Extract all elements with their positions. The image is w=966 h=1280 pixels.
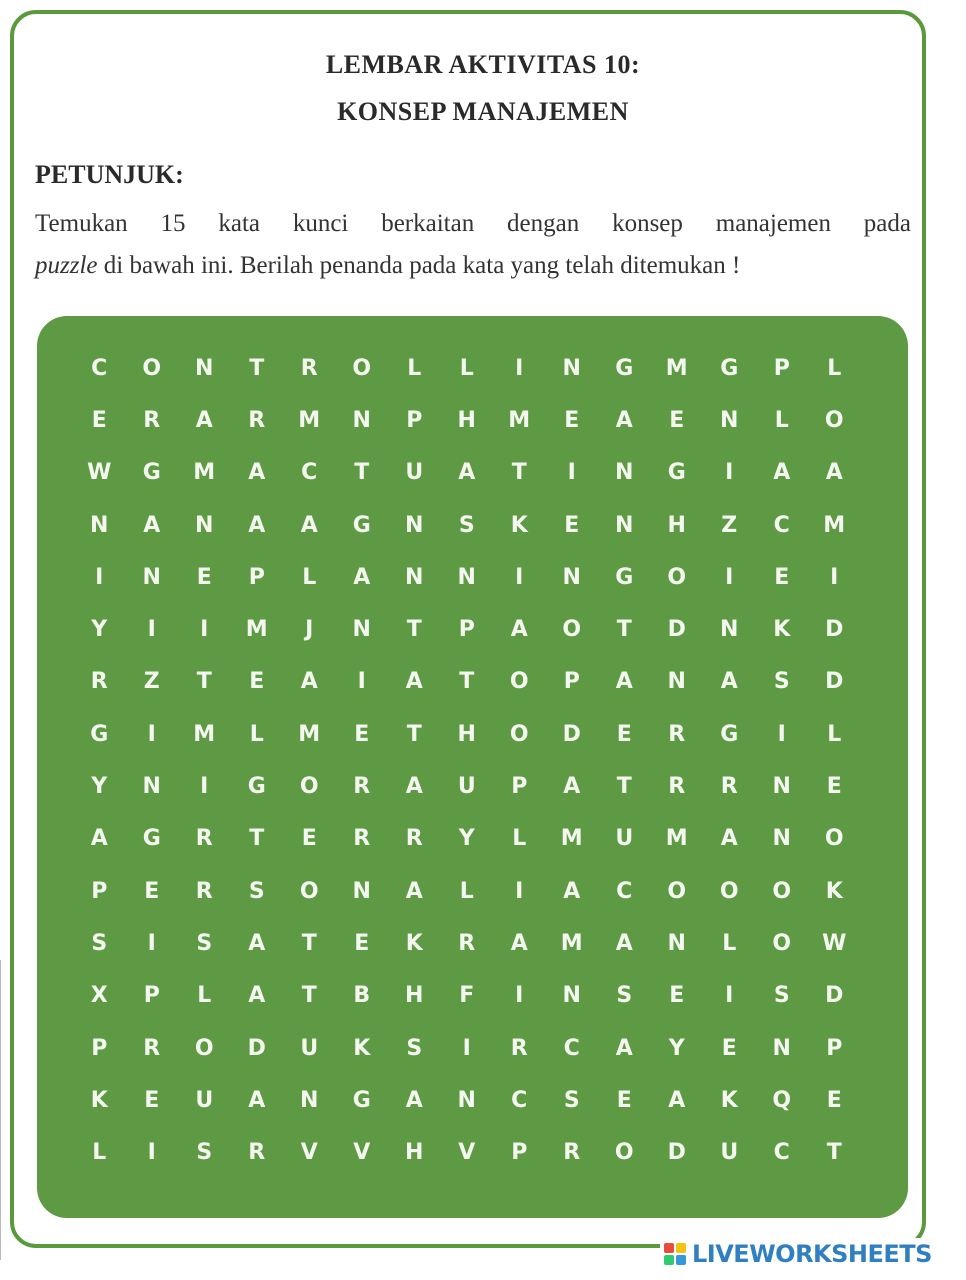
grid-cell[interactable]: A (668, 1087, 686, 1113)
grid-cell[interactable]: F (459, 983, 475, 1009)
grid-cell[interactable]: I (147, 930, 156, 956)
grid-cell[interactable]: D (562, 721, 581, 747)
grid-cell[interactable]: S (196, 930, 213, 956)
grid-cell[interactable]: S (773, 669, 790, 695)
grid-cell[interactable]: G (142, 460, 161, 486)
grid-cell[interactable]: O (299, 878, 319, 904)
grid-cell[interactable]: M (560, 930, 583, 956)
grid-cell[interactable]: C (773, 1140, 790, 1166)
grid-cell[interactable]: D (667, 1140, 686, 1166)
grid-cell[interactable]: N (457, 1087, 476, 1113)
grid-cell[interactable]: P (406, 407, 423, 433)
grid-cell[interactable]: I (567, 460, 576, 486)
grid-cell[interactable]: C (91, 355, 108, 381)
grid-cell[interactable]: D (667, 617, 686, 643)
grid-cell[interactable]: E (91, 407, 107, 433)
grid-cell[interactable]: O (299, 774, 319, 800)
grid-cell[interactable]: M (245, 617, 268, 643)
grid-cell[interactable]: A (248, 460, 266, 486)
grid-cell[interactable]: P (143, 983, 160, 1009)
grid-cell[interactable]: L (774, 407, 789, 433)
grid-cell[interactable]: P (458, 617, 475, 643)
grid-cell[interactable]: O (352, 355, 372, 381)
grid-cell[interactable]: I (777, 721, 786, 747)
grid-cell[interactable]: L (249, 721, 264, 747)
grid-cell[interactable]: C (616, 878, 633, 904)
worksheet-title: LEMBAR AKTIVITAS 10: (325, 50, 641, 79)
liveworksheets-logo[interactable] (660, 1238, 936, 1270)
grid-cell[interactable]: L (827, 721, 842, 747)
grid-cell[interactable]: S (458, 512, 475, 538)
grid-cell[interactable]: T (616, 774, 632, 800)
grid-cell[interactable]: K (510, 512, 528, 538)
grid-cell[interactable]: N (720, 407, 739, 433)
grid-cell[interactable]: N (772, 1035, 791, 1061)
grid-cell[interactable]: X (90, 983, 108, 1009)
grid-cell[interactable]: L (92, 1140, 107, 1166)
grid-cell[interactable]: E (249, 669, 265, 695)
grid-cell[interactable]: E (144, 1087, 160, 1113)
grid-cell[interactable]: U (300, 1035, 319, 1061)
grid-cell[interactable]: U (195, 1087, 214, 1113)
grid-cell[interactable]: A (720, 669, 738, 695)
grid-cell[interactable]: N (772, 826, 791, 852)
grid-cell[interactable]: I (200, 774, 209, 800)
grid-cell[interactable]: E (826, 1087, 842, 1113)
grid-cell[interactable]: N (195, 512, 214, 538)
grid-cell[interactable]: E (354, 721, 370, 747)
grid-cell[interactable]: T (616, 617, 632, 643)
grid-cell[interactable]: N (667, 930, 686, 956)
grid-cell[interactable]: S (406, 1035, 423, 1061)
grid-cell[interactable]: R (195, 826, 213, 852)
grid-cell[interactable]: C (773, 512, 790, 538)
grid-cell[interactable]: A (615, 1035, 633, 1061)
grid-cell[interactable]: O (562, 617, 582, 643)
grid-cell[interactable]: M (298, 407, 321, 433)
grid-cell[interactable]: L (302, 564, 317, 590)
grid-cell[interactable]: J (305, 617, 314, 643)
word-search-grid (73, 342, 861, 1179)
grid-cell[interactable]: T (249, 826, 265, 852)
grid-cell[interactable]: P (91, 878, 108, 904)
grid-cell[interactable]: O (667, 878, 687, 904)
grid-cell[interactable]: R (195, 878, 213, 904)
grid-cell[interactable]: N (405, 512, 424, 538)
grid-cell[interactable]: E (721, 1035, 737, 1061)
grid-cell[interactable]: I (515, 878, 524, 904)
grid-cell[interactable]: O (772, 878, 792, 904)
grid-cell[interactable]: P (91, 1035, 108, 1061)
grid-cell[interactable]: E (774, 564, 790, 590)
grid-cell[interactable]: G (142, 826, 161, 852)
grid-cell[interactable]: R (353, 826, 371, 852)
grid-cell[interactable]: P (248, 564, 265, 590)
grid-cell[interactable]: T (196, 669, 212, 695)
grid-cell[interactable]: N (772, 774, 791, 800)
grid-cell[interactable]: R (143, 407, 161, 433)
grid-cell[interactable]: R (668, 721, 686, 747)
instructions-line-2-rest: di bawah ini. Berilah penanda pada kata yang telah ditemukan ! (97, 252, 741, 279)
grid-cell[interactable]: M (508, 407, 531, 433)
grid-cell[interactable]: Z (721, 512, 738, 538)
instructions-line-2 (35, 252, 740, 279)
grid-cell[interactable]: N (352, 617, 371, 643)
grid-cell[interactable]: V (300, 1140, 318, 1166)
grid-cell[interactable]: N (615, 460, 634, 486)
grid-cell[interactable]: N (300, 1087, 319, 1113)
grid-cell[interactable]: T (826, 1140, 842, 1166)
grid-cell[interactable]: U (615, 826, 634, 852)
grid-cell[interactable]: G (90, 721, 109, 747)
grid-cell[interactable]: N (405, 564, 424, 590)
grid-cell[interactable]: R (90, 669, 108, 695)
grid-cell[interactable]: S (248, 878, 265, 904)
grid-cell[interactable]: A (90, 826, 108, 852)
grid-cell[interactable]: K (353, 1035, 371, 1061)
grid-cell[interactable]: O (719, 878, 739, 904)
grid-cell[interactable]: U (457, 774, 476, 800)
grid-cell[interactable]: R (353, 774, 371, 800)
grid-cell[interactable]: I (147, 721, 156, 747)
grid-cell[interactable]: E (669, 983, 685, 1009)
grid-cell[interactable]: I (515, 355, 524, 381)
grid-cell[interactable]: U (720, 1140, 739, 1166)
grid-cell[interactable]: E (826, 774, 842, 800)
grid-cell[interactable]: G (720, 721, 739, 747)
grid-cell[interactable]: C (301, 460, 318, 486)
grid-cell[interactable]: D (825, 617, 844, 643)
grid-cell[interactable]: G (247, 774, 266, 800)
grid-cell[interactable]: S (91, 930, 108, 956)
grid-cell[interactable]: I (95, 564, 104, 590)
grid-cell[interactable]: K (825, 878, 843, 904)
grid-cell[interactable]: A (405, 774, 423, 800)
grid-cell[interactable]: A (353, 564, 371, 590)
grid-cell[interactable]: A (615, 407, 633, 433)
grid-cell[interactable]: O (509, 669, 529, 695)
grid-cell[interactable]: E (301, 826, 317, 852)
grid-cell[interactable]: M (193, 460, 216, 486)
grid-cell[interactable]: R (458, 930, 476, 956)
grid-cell[interactable]: I (725, 460, 734, 486)
grid-cell[interactable]: S (773, 983, 790, 1009)
grid-cell[interactable]: R (668, 774, 686, 800)
grid-cell[interactable]: T (249, 355, 265, 381)
grid-cell[interactable]: E (616, 721, 632, 747)
grid-cell[interactable]: L (827, 355, 842, 381)
grid-cell[interactable]: R (248, 407, 266, 433)
grid-cell[interactable]: A (405, 669, 423, 695)
grid-cell[interactable]: O (667, 564, 687, 590)
grid-cell[interactable]: H (405, 983, 424, 1009)
grid-cell[interactable]: P (563, 669, 580, 695)
grid-cell[interactable]: C (511, 1087, 528, 1113)
grid-cell[interactable]: K (720, 1087, 738, 1113)
grid-cell[interactable]: L (459, 355, 474, 381)
grid-cell[interactable]: Y (91, 774, 108, 800)
grid-cell[interactable]: Z (143, 669, 160, 695)
grid-cell[interactable]: A (825, 460, 843, 486)
grid-cell[interactable]: E (564, 512, 580, 538)
grid-cell[interactable]: A (300, 669, 318, 695)
grid-cell[interactable]: I (147, 1140, 156, 1166)
grid-cell[interactable]: M (823, 512, 846, 538)
grid-cell[interactable]: S (616, 983, 633, 1009)
logo-square (676, 1243, 686, 1253)
grid-cell[interactable]: O (614, 1140, 634, 1166)
grid-cell[interactable]: S (196, 1140, 213, 1166)
grid-cell[interactable]: N (562, 564, 581, 590)
grid-cell[interactable]: K (405, 930, 423, 956)
grid-cell[interactable]: E (564, 407, 580, 433)
grid-cell[interactable]: I (147, 617, 156, 643)
grid-cell[interactable]: E (669, 407, 685, 433)
instructions-heading: PETUNJUK: (35, 160, 184, 189)
grid-cell[interactable]: A (720, 826, 738, 852)
grid-cell[interactable]: M (193, 721, 216, 747)
grid-cell[interactable]: G (615, 355, 634, 381)
liveworksheets-text: LIVEWORKSHEETS (692, 1240, 932, 1268)
grid-cell[interactable]: G (667, 460, 686, 486)
grid-cell[interactable]: R (143, 1035, 161, 1061)
grid-cell[interactable]: A (563, 774, 581, 800)
grid-cell[interactable]: O (142, 355, 162, 381)
grid-cell[interactable]: N (457, 564, 476, 590)
grid-cell[interactable]: N (90, 512, 109, 538)
grid-cell[interactable]: A (195, 407, 213, 433)
grid-cell[interactable]: U (405, 460, 424, 486)
grid-cell[interactable]: E (196, 564, 212, 590)
grid-cell[interactable]: I (725, 983, 734, 1009)
grid-cell[interactable]: Y (668, 1035, 685, 1061)
worksheet-subtitle: KONSEP MANAJEMEN (337, 97, 629, 126)
grid-cell[interactable]: A (248, 512, 266, 538)
grid-cell[interactable]: P (826, 1035, 843, 1061)
logo-square (676, 1255, 686, 1265)
grid-cell[interactable]: G (352, 1087, 371, 1113)
grid-cell[interactable]: M (665, 826, 688, 852)
grid-cell[interactable]: R (720, 774, 738, 800)
grid-cell[interactable]: O (194, 1035, 214, 1061)
grid-cell[interactable]: T (406, 617, 422, 643)
grid-cell[interactable]: R (510, 1035, 528, 1061)
grid-cell[interactable]: A (773, 460, 791, 486)
grid-cell[interactable]: L (512, 826, 527, 852)
grid-cell[interactable]: A (458, 460, 476, 486)
grid-cell[interactable]: L (407, 355, 422, 381)
grid-cell[interactable]: I (462, 1035, 471, 1061)
grid-cell[interactable]: D (825, 669, 844, 695)
grid-cell[interactable]: G (615, 564, 634, 590)
logo-square (664, 1255, 674, 1265)
grid-cell[interactable]: A (510, 930, 528, 956)
grid-cell[interactable]: A (615, 669, 633, 695)
grid-cell[interactable]: A (248, 983, 266, 1009)
grid-cell[interactable]: K (773, 617, 791, 643)
grid-cell[interactable]: O (509, 721, 529, 747)
grid-cell[interactable]: H (457, 407, 476, 433)
grid-cell[interactable]: Y (458, 826, 475, 852)
grid-cell[interactable]: C (563, 1035, 580, 1061)
grid-cell[interactable]: E (144, 878, 160, 904)
instructions-italic-word: puzzle (35, 252, 98, 279)
grid-cell[interactable]: M (665, 355, 688, 381)
grid-cell[interactable]: H (457, 721, 476, 747)
grid-cell[interactable]: L (197, 983, 212, 1009)
grid-cell[interactable]: W (822, 930, 847, 956)
grid-cell[interactable]: D (247, 1035, 266, 1061)
grid-cell[interactable]: N (142, 564, 161, 590)
grid-cell[interactable]: A (405, 878, 423, 904)
word-search-panel (37, 316, 908, 1218)
grid-cell[interactable]: I (515, 983, 524, 1009)
grid-cell[interactable]: G (352, 512, 371, 538)
grid-cell[interactable]: M (298, 721, 321, 747)
grid-cell[interactable]: I (515, 564, 524, 590)
grid-cell[interactable]: N (562, 983, 581, 1009)
grid-cell[interactable]: H (405, 1140, 424, 1166)
grid-cell[interactable]: A (563, 878, 581, 904)
grid-cell[interactable]: T (301, 930, 317, 956)
grid-cell[interactable]: T (511, 460, 527, 486)
grid-cell[interactable]: A (405, 1087, 423, 1113)
grid-cell[interactable]: P (511, 774, 528, 800)
grid-cell[interactable]: A (300, 512, 318, 538)
grid-cell[interactable]: R (563, 1140, 581, 1166)
grid-cell[interactable]: N (142, 774, 161, 800)
grid-cell[interactable]: T (301, 983, 317, 1009)
grid-cell[interactable]: N (667, 669, 686, 695)
grid-cell[interactable]: I (725, 564, 734, 590)
grid-cell[interactable]: A (248, 930, 266, 956)
grid-cell[interactable]: Q (772, 1087, 792, 1113)
grid-cell[interactable]: T (406, 721, 422, 747)
grid-cell[interactable]: N (562, 355, 581, 381)
grid-cell[interactable]: N (720, 617, 739, 643)
grid-cell[interactable]: G (720, 355, 739, 381)
grid-cell[interactable]: L (459, 878, 474, 904)
grid-cell[interactable]: I (357, 669, 366, 695)
grid-cell[interactable]: R (248, 1140, 266, 1166)
grid-cell[interactable]: P (773, 355, 790, 381)
grid-cell[interactable]: V (458, 1140, 476, 1166)
grid-cell[interactable]: T (459, 669, 475, 695)
grid-cell[interactable]: I (830, 564, 839, 590)
grid-cell[interactable]: H (667, 512, 686, 538)
liveworksheets-icon (664, 1243, 686, 1265)
instructions-line-1: Temukan 15 kata kunci berkaitan dengan konsep manajemen pada (35, 210, 911, 237)
grid-cell[interactable]: A (615, 930, 633, 956)
grid-cell[interactable]: K (90, 1087, 108, 1113)
grid-cell[interactable]: R (300, 355, 318, 381)
grid-cell[interactable]: M (560, 826, 583, 852)
grid-cell[interactable]: N (615, 512, 634, 538)
grid-cell[interactable]: R (405, 826, 423, 852)
grid-cell[interactable]: O (824, 826, 844, 852)
grid-cell[interactable]: E (616, 1087, 632, 1113)
logo-square (664, 1243, 674, 1253)
grid-cell[interactable]: A (248, 1087, 266, 1113)
grid-cell[interactable]: W (87, 460, 112, 486)
grid-cell[interactable]: O (824, 407, 844, 433)
grid-cell[interactable]: Y (91, 617, 108, 643)
grid-cell[interactable]: A (143, 512, 161, 538)
instructions-text (35, 203, 911, 287)
grid-cell[interactable]: P (511, 1140, 528, 1166)
grid-cell[interactable]: O (772, 930, 792, 956)
grid-cell[interactable]: L (722, 930, 737, 956)
grid-cell[interactable]: N (195, 355, 214, 381)
grid-cell[interactable]: I (200, 617, 209, 643)
grid-cell[interactable]: E (354, 930, 370, 956)
page-edge-mark (0, 960, 7, 1260)
grid-cell[interactable]: N (352, 407, 371, 433)
grid-cell[interactable]: V (353, 1140, 371, 1166)
grid-cell[interactable]: N (352, 878, 371, 904)
grid-cell[interactable]: D (825, 983, 844, 1009)
grid-cell[interactable]: A (510, 617, 528, 643)
grid-cell[interactable]: T (354, 460, 370, 486)
grid-cell[interactable]: B (353, 983, 371, 1009)
grid-cell[interactable]: S (563, 1087, 580, 1113)
